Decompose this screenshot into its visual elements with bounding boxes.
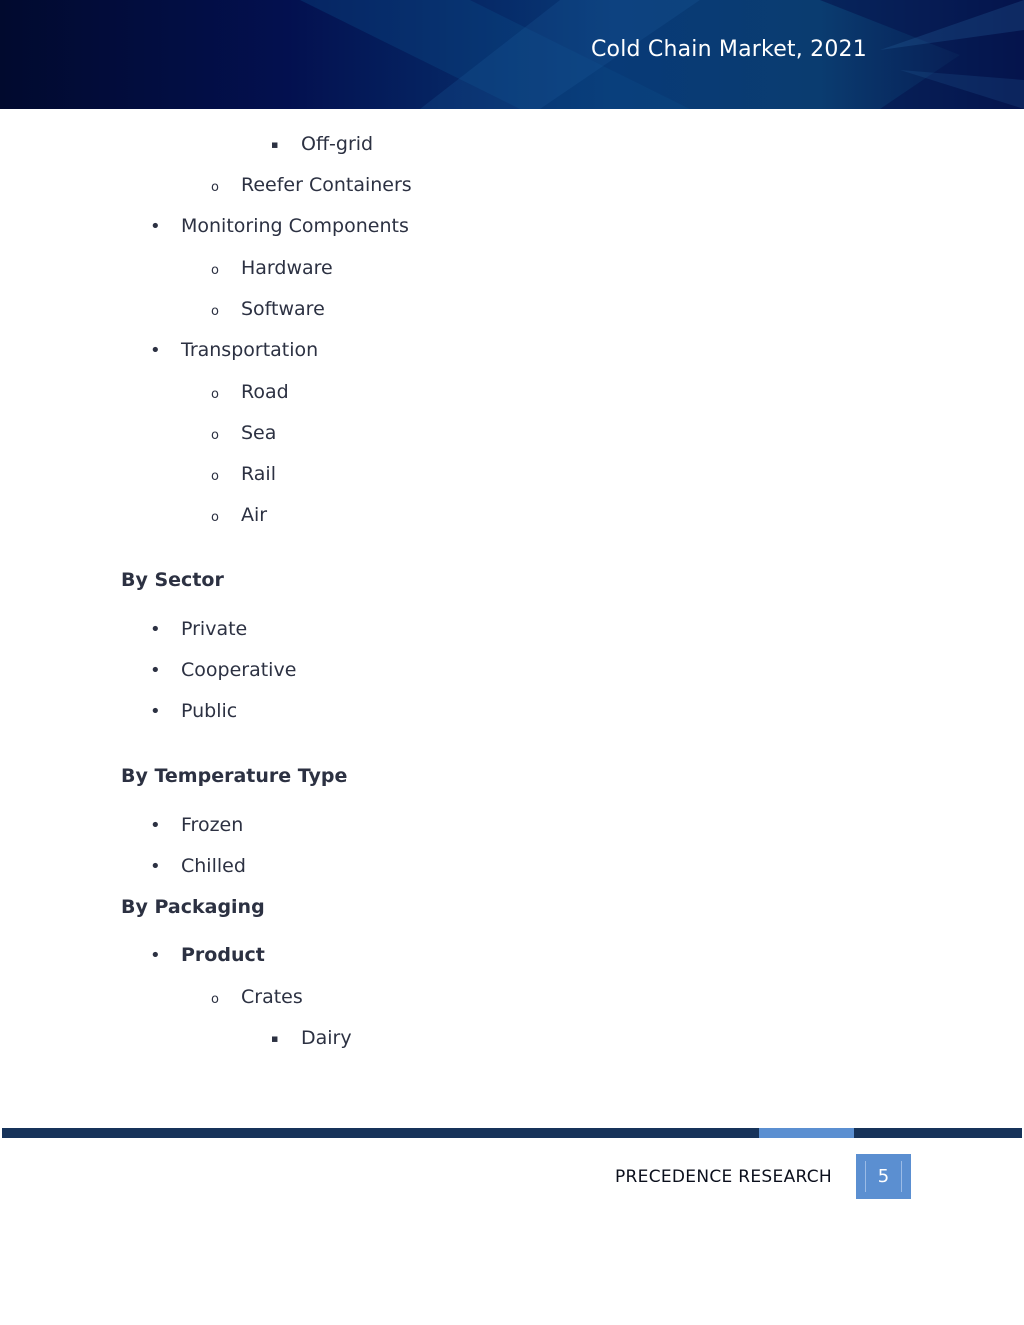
square-bullet-icon: ▪ <box>271 1032 279 1045</box>
document-title: Cold Chain Market, 2021 <box>591 37 867 62</box>
bullet-icon: • <box>150 619 161 640</box>
list-item: Private <box>181 618 248 640</box>
header-decoration <box>0 0 1024 109</box>
circle-bullet-icon: o <box>211 510 219 525</box>
list-item: Public <box>181 700 238 722</box>
list-item: Cooperative <box>181 659 297 681</box>
circle-bullet-icon: o <box>211 304 219 319</box>
list-item: Air <box>241 504 268 526</box>
section-heading-packaging: By Packaging <box>121 896 265 918</box>
circle-bullet-icon: o <box>211 992 219 1007</box>
footer-brand: PRECEDENCE RESEARCH <box>615 1167 833 1187</box>
list-item: Off-grid <box>301 133 374 155</box>
section-heading-temperature: By Temperature Type <box>121 765 348 787</box>
bullet-icon: • <box>150 660 161 681</box>
bullet-icon: • <box>150 340 161 361</box>
square-bullet-icon: ▪ <box>271 138 279 151</box>
circle-bullet-icon: o <box>211 387 219 402</box>
list-item: Rail <box>241 463 276 485</box>
list-item: Chilled <box>181 855 246 877</box>
circle-bullet-icon: o <box>211 180 219 195</box>
page-number: 5 <box>865 1161 902 1192</box>
list-item: Sea <box>241 422 277 444</box>
circle-bullet-icon: o <box>211 263 219 278</box>
circle-bullet-icon: o <box>211 428 219 443</box>
list-item: Frozen <box>181 814 244 836</box>
bullet-icon: • <box>150 945 161 966</box>
list-item: Road <box>241 381 289 403</box>
list-item: Software <box>241 298 325 320</box>
bullet-icon: • <box>150 701 161 722</box>
footer-divider <box>2 1128 1022 1138</box>
page-header-banner <box>0 0 1024 109</box>
page-number-box <box>856 1154 911 1199</box>
section-heading-sector: By Sector <box>121 569 224 591</box>
list-item: Reefer Containers <box>241 174 412 196</box>
list-item: Hardware <box>241 257 333 279</box>
footer-divider-accent <box>759 1128 854 1138</box>
bullet-icon: • <box>150 815 161 836</box>
circle-bullet-icon: o <box>211 469 219 484</box>
list-item: Product <box>181 944 265 966</box>
list-item: Crates <box>241 986 303 1008</box>
list-item: Dairy <box>301 1027 352 1049</box>
list-item: Transportation <box>181 339 319 361</box>
list-item: Monitoring Components <box>181 215 409 237</box>
bullet-icon: • <box>150 216 161 237</box>
bullet-icon: • <box>150 856 161 877</box>
